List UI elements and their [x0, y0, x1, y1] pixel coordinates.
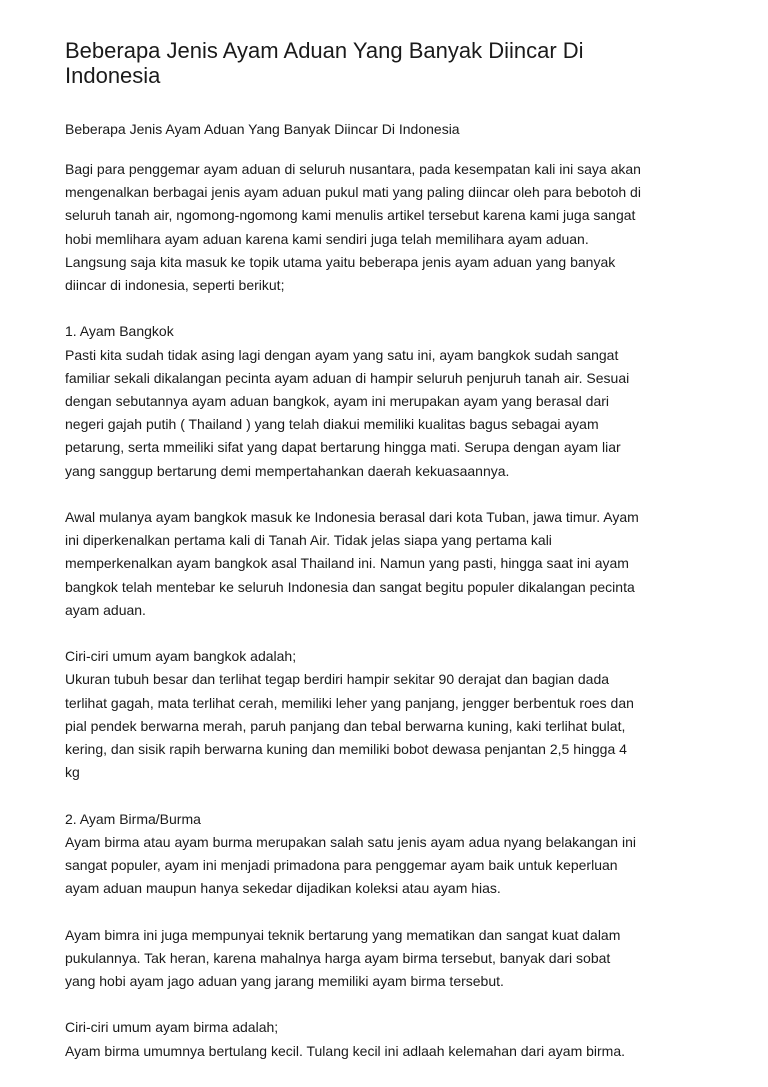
paragraph-intro [65, 158, 715, 297]
paragraph-bangkok-history [65, 506, 715, 622]
text-line: Bagi para penggemar ayam aduan di seluruh nusantara, pada kesempatan kali ini saya akan [65, 161, 641, 177]
text-line: bangkok telah mentebar ke seluruh Indonesia dan sangat begitu populer dikalangan pecinta [65, 578, 635, 595]
section-heading: 1. Ayam Bangkok [65, 323, 174, 340]
paragraph-ayam-bangkok [65, 320, 715, 482]
text-line: Ukuran tubuh besar dan terlihat tegap berdiri hampir sekitar 90 derajat dan bagian dada [65, 671, 610, 688]
text-line: Langsung saja kita masuk ke topik utama yaitu beberapa jenis ayam aduan yang banyak [65, 253, 616, 270]
text-line: sangat populer, ayam ini menjadi primadona para penggemar ayam baik untuk keperluan [65, 857, 618, 874]
text-line: kg [65, 764, 80, 781]
text-line: Awal mulanya ayam bangkok masuk ke Indonesia berasal dari kota Tuban, jawa timur. Ayam [65, 509, 639, 526]
section-heading: 2. Ayam Birma/Burma [65, 810, 201, 827]
text-line: memperkenalkan ayam bangkok asal Thailand ini. Namun yang pasti, hingga saat ini ayam [65, 555, 629, 572]
text-line: yang sanggup bertarung demi mempertahankan daerah kekuasaannya. [65, 462, 510, 479]
text-line: yang hobi ayam jago aduan yang jarang memiliki ayam birma tersebut. [65, 973, 504, 990]
title-line: Indonesia [65, 63, 161, 88]
text-line: mengenalkan berbagai jenis ayam aduan pukul mati yang paling diincar oleh para bebotoh di [65, 184, 641, 201]
paragraph-birma-fighting [65, 924, 715, 994]
document-page [65, 38, 715, 1086]
text-line: petarung, serta mmeiliki sifat yang dapat bertarung hingga mati. Serupa dengan ayam liar [65, 439, 621, 456]
document-body [65, 158, 715, 1063]
paragraph-bangkok-traits [65, 645, 715, 784]
text-line: Ayam birma atau ayam burma merupakan salah satu jenis ayam adua nyang belakangan ini [65, 833, 636, 850]
text-line: ini diperkenalkan pertama kali di Tanah Air. Tidak jelas siapa yang pertama kali [65, 532, 552, 549]
text-line: Pasti kita sudah tidak asing lagi dengan ayam yang satu ini, ayam bangkok sudah sangat [65, 346, 619, 363]
title-line: Beberapa Jenis Ayam Aduan Yang Banyak Diincar Di [65, 38, 584, 63]
document-subtitle: Beberapa Jenis Ayam Aduan Yang Banyak Diincar Di Indonesia [65, 121, 460, 137]
paragraph-birma-traits [65, 1016, 715, 1062]
text-line: familiar sekali dikalangan pecinta ayam aduan di hampir seluruh penjuruh tanah air. Sesuai [65, 369, 630, 386]
text-line: kering, dan sisik rapih berwarna kuning dan memiliki bobot dewasa penjantan 2,5 hingga 4 [65, 741, 627, 758]
text-line: terlihat gagah, mata terlihat cerah, memiliki leher yang panjang, jengger berbentuk roes dan [65, 694, 634, 711]
text-line: Ciri-ciri umum ayam birma adalah; [65, 1019, 279, 1036]
text-line: seluruh tanah air, ngomong-ngomong kami menulis artikel tersebut karena kami juga sangat [65, 207, 636, 224]
text-line: hobi memlihara ayam aduan karena kami sendiri juga telah memilihara ayam aduan. [65, 230, 589, 247]
document-title [65, 38, 715, 88]
text-line: ayam aduan maupun hanya sekedar dijadikan koleksi atau ayam hias. [65, 880, 501, 897]
text-line: Ayam bimra ini juga mempunyai teknik bertarung yang mematikan dan sangat kuat dalam [65, 926, 621, 943]
text-line: negeri gajah putih ( Thailand ) yang telah diakui memiliki kualitas bagus sebagai ayam [65, 416, 599, 433]
text-line: diincar di indonesia, seperti berikut; [65, 277, 285, 294]
text-line: dengan sebutannya ayam aduan bangkok, ayam ini merupakan ayam yang berasal dari [65, 393, 610, 410]
text-line: pukulannya. Tak heran, karena mahalnya harga ayam birma tersebut, banyak dari sobat [65, 949, 611, 966]
paragraph-ayam-birma [65, 808, 715, 901]
text-line: pial pendek berwarna merah, paruh panjang dan tebal berwarna kuning, kaki terlihat bulat, [65, 717, 626, 734]
text-line: Ciri-ciri umum ayam bangkok adalah; [65, 648, 297, 665]
text-line: Ayam birma umumnya bertulang kecil. Tulang kecil ini adlaah kelemahan dari ayam birma. [65, 1042, 626, 1059]
text-line: ayam aduan. [65, 601, 146, 618]
